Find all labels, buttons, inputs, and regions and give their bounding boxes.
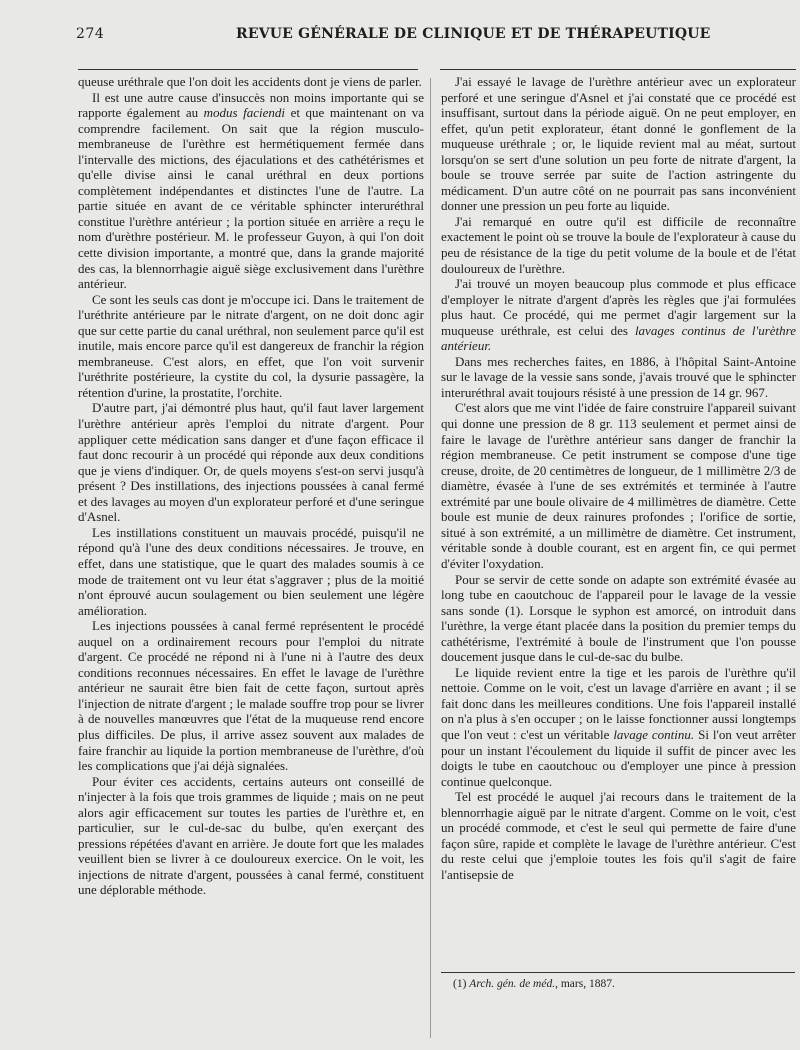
italic-text: modus faciendi <box>203 105 286 121</box>
running-title: REVUE GÉNÉRALE DE CLINIQUE ET DE THÉRAPEUTIQUE <box>236 26 711 42</box>
left-column <box>78 74 424 898</box>
paragraph: C'est alors que me vint l'idée de faire construire l'appareil suivant qui donne une pression de 8 gr. 113 seulement et permet ainsi de faire le lavage de l'urèthre antérieur sans danger de franchir la région membraneuse. Ce petit instrument se compose d'une tige creuse, droite, de 20 centimètres de longueur, de 1 millimètre 2/3 de diamètre, évasée à l'une de ses extrémités et terminée à l'autre extrémité par une boule olivaire de 4 millimètres de diamètre. Cette boule est munie de deux rainures profondes ; l'orifice de sortie, situé à son extrémité, a un millimètre de diamètre. Cet instrument, véritable sonde à double courant, est en argent fin, ce qui permet d'éviter l'oxydation. <box>441 400 796 571</box>
right-column <box>441 74 796 882</box>
paragraph: J'ai remarqué en outre qu'il est difficile de reconnaître exactement le point où se trouve la boule de l'explorateur à cause du peu de résistance de la tige du petit volume de la boule et de l'état douloureux de l'urèthre. <box>441 213 796 276</box>
footnote-source: Arch. gén. de méd. <box>469 978 556 990</box>
italic-text: lavage continu. <box>613 726 695 742</box>
footnote <box>453 976 793 992</box>
column-divider <box>430 78 431 1038</box>
header-rule-left <box>78 69 418 70</box>
footnote-rule <box>441 972 795 973</box>
paragraph: queuse uréthrale que l'on doit les accidents dont je viens de parler. <box>78 74 422 89</box>
paragraph: Les instillations constituent un mauvais procédé, puisqu'il ne répond qu'à l'une des deux conditions nécessaires. Je trouve, en effet, dans une statistique, que le quart des malades soumis à ce mode de traitement ont vu leur état s'aggraver ; plus de la moitié n'ont éprouvé aucun soulagement ou bien seulement une légère amélioration. <box>78 524 424 618</box>
paragraph: Le liquide revient entre la tige et les parois de l'urèthre qu'il nettoie. Comme on le voit, c'est un lavage d'arrière en avant ; il se fait donc dans les meilleures conditions. Une fois l'appareil installé on n'a plus à s'en occuper ; on le laisse fonctionner aussi longtemps que l'on veut : c'est un véritable lavage continu. Si l'on veut arrêter pour un instant l'écoulement du liquide il suffit de pincer avec les doigts le tube en caoutchouc ou d'employer une pince à pression continue quelconque. <box>441 664 796 789</box>
page-number: 274 <box>76 26 105 42</box>
footnote-date: , mars, 1887. <box>555 978 615 990</box>
paragraph: Pour éviter ces accidents, certains auteurs ont conseillé de n'injecter à la fois que trois grammes de liquide ; mais on ne peut alors agir efficacement sur toutes les parties de l'urèthre et, en particulier, sur le cul-de-sac du bulbe, qu'en exerçant des pressions répétées d'avant en arrière. Je doute fort que les malades veuillent bien se livrer à ce douloureux exercice. On le voit, les injections de nitrate d'argent, poussées à canal fermé, constituent une déplorable méthode. <box>78 773 424 898</box>
running-header <box>76 26 776 48</box>
header-rule-right <box>440 69 796 70</box>
italic-text: lavages continus de l'urèthre antérieur. <box>441 322 796 354</box>
paragraph: D'autre part, j'ai démontré plus haut, qu'il faut laver largement l'urèthre antérieur après l'emploi du nitrate d'argent. Pour appliquer cette médication sans danger et d'une façon efficace il faut donc recourir à un procédé qui réponde aux deux conditions que je viens d'indiquer. Or, de quels moyens s'est-on servi jusqu'à présent ? Des instillations, des injections poussées à canal fermé et des lavages au moyen d'un explorateur perforé et d'une seringue d'Asnel. <box>78 400 424 525</box>
paragraph: J'ai essayé le lavage de l'urèthre antérieur avec un explorateur perforé et une seringue d'Asnel et j'ai constaté que ce procédé est insuffisant, surtout dans la période aiguë. On ne peut employer, en effet, qu'un petit explorateur, étant donné le gonflement de la muqueuse uréthrale ; or, le liquide revient mal au méat, surtout lorsqu'on se sert d'une solution un peu forte de nitrate d'argent, la boule se trouve serrée par suite de l'action astringente du médicament. D'un autre côté on ne pourrait pas sans inconvénient donner une pression un peu forte au liquide. <box>441 74 796 214</box>
paragraph: Pour se servir de cette sonde on adapte son extrémité évasée au long tube en caoutchouc de l'appareil pour le lavage de la vessie sans sonde (1). Lorsque le syphon est amorcé, on introduit dans l'urèthre, la verge étant placée dans la position du premier temps du cathétérisme, l'extrémité à boule de l'instrument que l'on pousse doucement jusque dans le cul-de-sac du bulbe. <box>441 571 796 665</box>
paragraph: Il est une autre cause d'insuccès non moins importante qui se rapporte également au modus faciendi et que maintenant on va comprendre facilement. On sait que la région musculo-membraneuse de l'urèthre est hermétiquement fermée dans l'intervalle des mictions, des éjaculations et des cathétérismes et qu'elle divise ainsi le canal uréthral en deux portions complètement indépendantes et distinctes l'une de l'autre. La partie située en avant de ce véritable sphincter interuréthral constitue l'urèthre antérieur ; la portion située en arrière a reçu le nom d'urèthre postérieur. M. le professeur Guyon, à qui l'on doit cette division importante, a montré que, dans la grande majorité des cas, la blennorrhagie aiguë siège exclusivement dans l'urèthre antérieur. <box>78 89 425 292</box>
paragraph: Ce sont les seuls cas dont je m'occupe ici. Dans le traitement de l'uréthrite antérieure par le nitrate d'argent, on ne doit donc agir que sur cette partie du canal uréthral, non seulement parce qu'il est inutile, mais encore parce qu'il est dangereux de franchir la région membraneuse. C'est alors, en effet, que l'on voit survenir l'uréthrite postérieure, la cystite du col, la dysurie passagère, la rétention d'urine, la prostatite, l'orchite. <box>78 291 424 400</box>
paragraph: Dans mes recherches faites, en 1886, à l'hôpital Saint-Antoine sur le lavage de la vessie sans sonde, j'avais trouvé que le sphincter interuréthral avait toujours résisté à une pression de 14 gr. 967. <box>441 353 796 400</box>
paragraph: Tel est procédé le auquel j'ai recours dans le traitement de la blennorrhagie aiguë par le nitrate d'argent. Comme on le voit, c'est un procédé commode, et c'est le seul qui permette de faire d'une façon sûre, rapide et complète le lavage de l'urèthre antérieur. C'est du reste celui que j'emploie toutes les fois qu'il s'agit de faire l'antisepsie de <box>441 789 796 882</box>
footnote-marker: (1) <box>453 978 470 990</box>
paragraph: Les injections poussées à canal fermé représentent le procédé auquel on a ordinairement recours pour l'emploi du nitrate d'argent. Ce procédé ne répond ni à l'une ni à l'autre des deux conditions reconnues nécessaires. En effet le lavage de l'urèthre antérieur ne saurait être bien fait de cette façon, surtout après l'injection de nitrate d'argent ; le malade souffre trop pour se livrer à de nouvelles manœuvres que l'état de la muqueuse rend encore plus difficiles. De plus, il arrive assez souvent aux malades de faire franchir au liquide la portion membraneuse de l'urèthre, d'où les complications que j'ai déjà signalées. <box>78 618 424 774</box>
paragraph: J'ai trouvé un moyen beaucoup plus commode et plus efficace d'employer le nitrate d'argent d'après les règles que j'ai formulées plus haut. Ce procédé, qui me permet d'agir largement sur la muqueuse uréthrale, est celui des lavages continus de l'urèthre antérieur. <box>441 276 796 354</box>
